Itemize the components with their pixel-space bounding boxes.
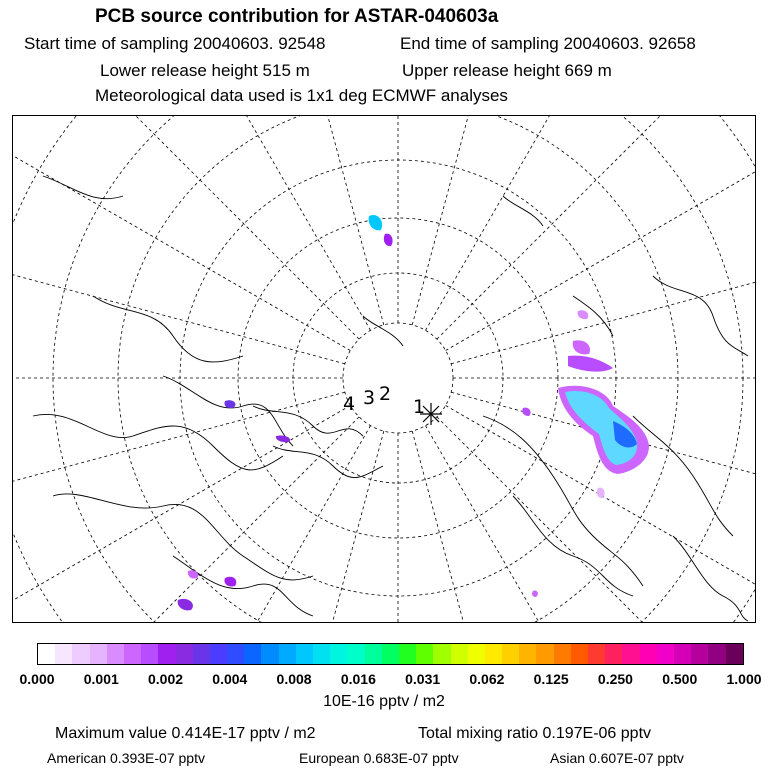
color-scale-cell [502,644,519,664]
upper-release-height: Upper release height 669 m [402,61,612,80]
color-scale-cell [708,644,725,664]
asian-contribution: Asian 0.607E-07 pptv [550,750,684,766]
color-scale-cell [433,644,450,664]
color-scale-bar [37,643,744,665]
color-scale-cell [330,644,347,664]
color-scale-cell [416,644,433,664]
color-scale-cell [261,644,278,664]
color-scale-unit: 10E-16 pptv / m2 [323,693,445,710]
color-scale-cell [227,644,244,664]
color-scale-tick: 0.062 [469,671,505,687]
american-contribution: American 0.393E-07 pptv [47,750,205,766]
color-scale-cell [726,644,743,664]
color-scale-tick: 0.500 [662,671,698,687]
color-scale-cell [691,644,708,664]
map-title: PCB source contribution for ASTAR-040603a [95,6,499,27]
color-scale-cell [141,644,158,664]
color-scale-cell [468,644,485,664]
color-scale-cell [451,644,468,664]
day-marker-4: 4 [343,393,356,415]
lat-lon-grid [13,116,756,623]
color-scale-cell [657,644,674,664]
color-scale-cell [640,644,657,664]
day-marker-2: 2 [379,383,392,405]
color-scale-cell [536,644,553,664]
color-scale-cell [210,644,227,664]
start-time: Start time of sampling 20040603. 92548 [24,34,326,53]
color-scale-cell [38,644,55,664]
color-scale-cell [107,644,124,664]
color-scale-tick: 0.001 [83,671,119,687]
color-scale-cell [296,644,313,664]
day-marker-1: 1 [413,396,426,418]
color-scale-tick: 0.031 [405,671,441,687]
color-scale-tick: 0.125 [533,671,569,687]
color-scale-cell [124,644,141,664]
color-scale-cell [605,644,622,664]
color-scale-tick: 0.250 [597,671,633,687]
color-scale-tick: 1.000 [726,671,762,687]
color-scale-cell [193,644,210,664]
color-scale-cell [158,644,175,664]
lower-release-height: Lower release height 515 m [100,61,310,80]
color-scale-tick: 0.000 [19,671,55,687]
color-scale-tick: 0.004 [212,671,248,687]
color-scale-cell [554,644,571,664]
color-scale-cell [72,644,89,664]
color-scale-cell [365,644,382,664]
color-scale-tick: 0.016 [340,671,376,687]
color-scale-cell [279,644,296,664]
color-scale-cell [244,644,261,664]
color-scale-cell [176,644,193,664]
color-scale-cell [571,644,588,664]
european-contribution: European 0.683E-07 pptv [299,750,459,766]
color-scale-tick: 0.008 [276,671,312,687]
color-scale-cell [90,644,107,664]
color-scale-cell [485,644,502,664]
release-site-marker [420,403,442,425]
color-scale-cell [313,644,330,664]
color-scale-cell [622,644,639,664]
color-scale-tick: 0.002 [148,671,184,687]
map-graphic [13,116,756,623]
color-scale-cell [382,644,399,664]
color-scale-cell [674,644,691,664]
color-scale-cell [399,644,416,664]
maximum-value: Maximum value 0.414E-17 pptv / m2 [55,725,316,742]
color-scale-cell [588,644,605,664]
met-data-note: Meteorological data used is 1x1 deg ECMWF analyses [95,86,508,105]
total-mixing-ratio: Total mixing ratio 0.197E-06 pptv [418,725,652,742]
end-time: End time of sampling 20040603. 92658 [400,34,696,53]
day-marker-3: 3 [363,387,376,409]
color-scale-cell [55,644,72,664]
color-scale-cell [347,644,364,664]
polar-map [12,115,756,623]
color-scale-cell [519,644,536,664]
